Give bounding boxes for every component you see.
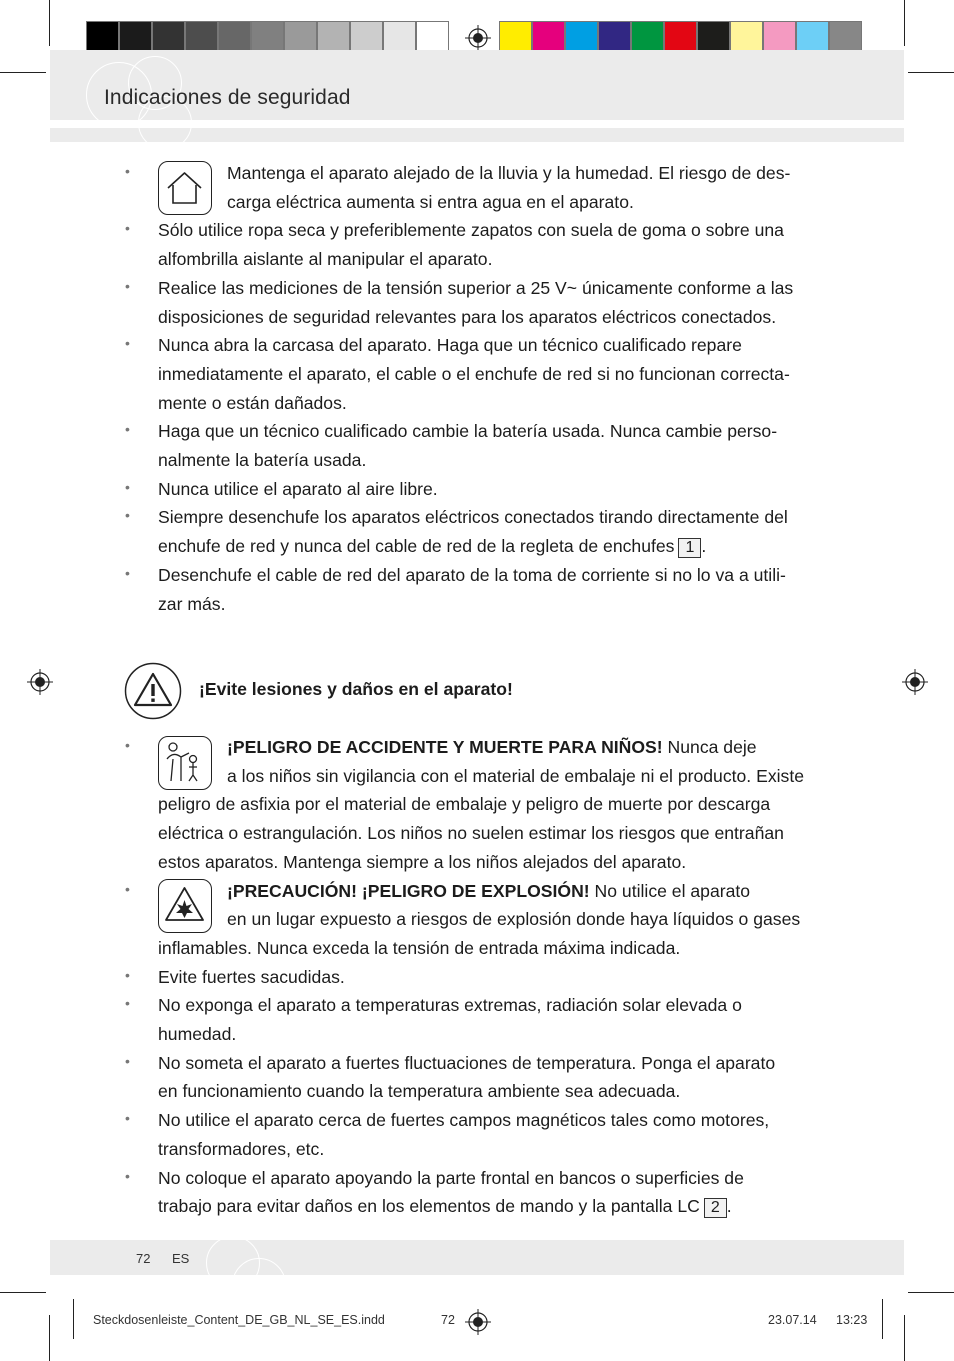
crop-mark [49,1315,50,1361]
children-warning-line [227,733,757,762]
list-item-line: alfombrilla aislante al manipular el aparato. [158,249,493,270]
reference-period: . [726,1196,732,1217]
list-item-line: mente o están dañados. [158,392,347,413]
explosion-icon [159,880,210,931]
list-item-line: Nunca utilice el aparato al aire libre. [158,478,438,499]
page-title: Indicaciones de seguridad [104,86,351,109]
page-number: 72 [136,1251,151,1266]
list-item-line: zar más. [158,593,226,614]
registration-mark-icon [27,669,53,695]
explosion-warning-heading: ¡PRECAUCIÓN! ¡PELIGRO DE EXPLOSIÓN! [227,880,590,901]
list-item-line: No coloque el aparato apoyando la parte frontal en bancos o superficies de [158,1167,744,1188]
list-item-line: Nunca abra la carcasa del aparato. Haga que un técnico cualificado repare [158,335,742,356]
bullet-marker: • [125,1167,130,1184]
language-code: ES [172,1251,190,1266]
bullet-marker: • [125,1110,130,1127]
slug-date: 23.07.14 [768,1313,817,1327]
children-warning-line: eléctrica o estrangulación. Los niños no suelen estimar los riesgos que entrañan [158,823,784,844]
list-item-line: transformadores, etc. [158,1138,325,1159]
list-item-line: No someta el aparato a fuertes fluctuaciones de temperatura. Ponga el aparato [158,1052,776,1073]
crop-mark [908,72,954,73]
decorative-circle [232,1258,286,1312]
list-item-line: en funcionamiento cuando la temperatura ambiente sea adecuada. [158,1081,681,1102]
bullet-marker: • [125,966,130,983]
bullet-marker: • [125,335,130,352]
crop-mark [908,1292,954,1293]
bullet-marker: • [125,1052,130,1069]
list-item-line: Sólo utilice ropa seca y preferiblemente zapatos con suela de goma o sobre una [158,220,784,241]
list-item-line: Desenchufe el cable de red del aparato de la toma de corriente si no lo va a utili- [158,564,786,585]
crop-mark [49,0,50,46]
list-item-line: enchufe de red y nunca del cable de red de la regleta de enchufes 1 . [158,536,707,557]
crop-mark [0,72,46,73]
slug-filename: Steckdosenleiste_Content_DE_GB_NL_SE_ES.indd [93,1313,385,1327]
crop-mark [73,1299,74,1339]
list-item-line: Realice las mediciones de la tensión superior a 25 V~ únicamente conforme a las [158,277,794,298]
list-item-line: trabajo para evitar daños en los elementos de mando y la pantalla LC 2 . [158,1196,732,1217]
bullet-marker: • [125,564,130,581]
children-warning-heading: ¡PELIGRO DE ACCIDENTE Y MUERTE PARA NIÑOS! [227,737,663,757]
house-icon-frame [158,161,212,215]
registration-mark-icon [902,669,928,695]
bullet-marker: • [125,880,130,897]
registration-mark-icon [465,25,491,51]
registration-mark-icon [465,1309,491,1335]
slug-page: 72 [441,1313,455,1327]
list-item-line: carga eléctrica aumenta si entra agua en el aparato. [227,191,634,212]
explosion-warning-line [227,877,750,906]
list-item-line: Haga que un técnico cualificado cambie la batería usada. Nunca cambie perso- [158,421,778,442]
children-warning-line: a los niños sin vigilancia con el material de embalaje ni el producto. Existe [227,765,804,786]
bullet-marker: • [125,421,130,438]
bullet-marker: • [125,220,130,237]
bullet-marker: • [125,478,130,495]
explosion-warning-line: inflamables. Nunca exceda la tensión de entrada máxima indicada. [158,937,681,958]
bullet-marker: • [125,277,130,294]
list-item-line: No utilice el aparato cerca de fuertes campos magnéticos tales como motores, [158,1110,770,1131]
children-icon-frame [158,736,212,790]
explosion-icon-frame [158,879,212,933]
warning-triangle-icon [124,662,182,720]
reference-period: . [701,536,707,557]
list-item-line: Siempre desenchufe los aparatos eléctricos conectados tirando directamente del [158,507,788,528]
list-item-line: nalmente la batería usada. [158,450,367,470]
crop-mark [0,1292,46,1293]
bullet-marker: • [125,995,130,1012]
component-reference: 1 [678,538,701,558]
children-warning-text: Nunca deje [662,737,757,757]
list-item-line: disposiciones de seguridad relevantes para los aparatos eléctricos conectados. [158,306,777,327]
house-icon [159,162,210,213]
children-warning-line: peligro de asfixia por el material de embalaje y peligro de muerte por descarga [158,794,771,815]
crop-mark [882,1299,883,1339]
crop-mark [904,1315,905,1361]
slug-time: 13:23 [836,1313,868,1327]
bullet-marker: • [125,507,130,524]
list-item-line: Evite fuertes sacudidas. [158,966,345,987]
component-reference: 2 [704,1198,727,1218]
children-warning-line: estos aparatos. Mantenga siempre a los niños alejados del aparato. [158,851,687,872]
child-danger-icon [159,737,210,788]
bullet-marker: • [125,163,130,179]
explosion-warning-text: No utilice el aparato [589,880,751,901]
list-item-line: humedad. [158,1024,237,1044]
list-item-line: inmediatamente el aparato, el cable o el enchufe de red si no funcionan correcta- [158,363,790,384]
bullet-marker: • [125,737,130,753]
list-item-line: Mantenga el aparato alejado de la lluvia y la humedad. El riesgo de des- [227,163,791,183]
explosion-warning-line: en un lugar expuesto a riesgos de explosión donde haya líquidos o gases [227,909,801,930]
list-item-line: No exponga el aparato a temperaturas extremas, radiación solar elevada o [158,995,742,1016]
warning-heading: ¡Evite lesiones y daños en el aparato! [199,679,513,699]
crop-mark [904,0,905,46]
